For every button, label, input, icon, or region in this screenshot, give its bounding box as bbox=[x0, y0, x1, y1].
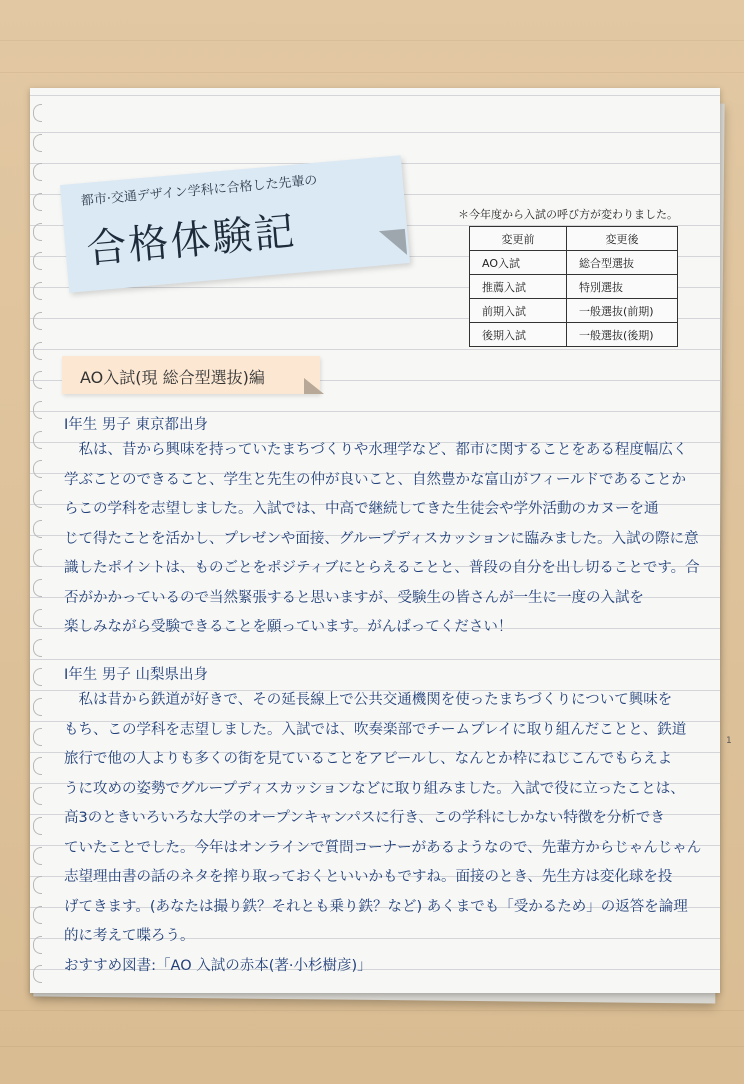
table-cell: 特別選抜 bbox=[567, 275, 678, 299]
spiral-ring bbox=[33, 134, 42, 152]
entry-line: もち、この学科を志望しました。入試では、吹奏楽部でチームプレイに取り組んだことと、鉄道 bbox=[64, 721, 687, 738]
spiral-ring bbox=[33, 936, 42, 954]
table-header-cell: 変更後 bbox=[567, 227, 678, 251]
spiral-ring bbox=[33, 906, 42, 924]
spiral-ring bbox=[33, 460, 42, 478]
page-title: 合格体験記 bbox=[84, 208, 298, 273]
entry-line: げてきます。(あなたは撮り鉄？それとも乗り鉄？など) あくまでも「受かるため」の返答を論理 bbox=[64, 898, 688, 915]
testimonial-entry bbox=[64, 664, 704, 981]
spiral-ring bbox=[33, 876, 42, 894]
spiral-ring bbox=[33, 728, 42, 746]
spiral-ring bbox=[33, 549, 42, 567]
spiral-ring bbox=[33, 787, 42, 805]
spiral-ring bbox=[33, 609, 42, 627]
spiral-ring bbox=[33, 579, 42, 597]
spiral-ring bbox=[33, 163, 42, 181]
entry-line: 識したポイントは、ものごとをポジティブにとらえることと、普段の自分を出し切ることです。合 bbox=[64, 560, 700, 576]
table-cell: 一般選抜(前期) bbox=[567, 299, 678, 323]
spiral-ring bbox=[33, 282, 42, 300]
entry-line: 旅行で他の人よりも多くの街を見ていることをアピールし、なんとか枠にねじこんでもらえよ bbox=[64, 751, 673, 767]
entry-line: 私は、昔から興味を持っていたまちづくりや水理学など、都市に関することをある程度幅広く bbox=[64, 442, 688, 458]
entry-line: うに攻めの姿勢でグループディスカッションなどに取り組みました。入試で役に立ったことは、 bbox=[64, 780, 685, 797]
table-cell: 前期入試 bbox=[470, 299, 567, 323]
table-cell: 後期入試 bbox=[470, 323, 567, 347]
spiral-ring bbox=[33, 223, 42, 241]
testimonial-entry bbox=[64, 414, 704, 643]
entry-line: 学ぶことのできること、学生と先生の仲が良いこと、自然豊かな富山がフィールドであることか bbox=[64, 471, 687, 488]
entry-line: 高3のときいろいろな大学のオープンキャンパスに行き、この学科にしかない特徴を分析でき bbox=[64, 810, 665, 826]
spiral-ring bbox=[33, 520, 42, 538]
spiral-ring bbox=[33, 698, 42, 716]
entry-line: らこの学科を志望しました。入試では、中高で継続してきた生徒会や学外活動のカヌーを通 bbox=[64, 501, 659, 517]
spiral-ring bbox=[33, 431, 42, 449]
spiral-ring bbox=[33, 639, 42, 657]
spiral-ring bbox=[33, 252, 42, 270]
table-cell: AO入試 bbox=[470, 251, 567, 275]
table-cell: 一般選抜(後期) bbox=[567, 323, 678, 347]
spiral-ring bbox=[33, 817, 42, 835]
entry-header: Ⅰ年生 男子 東京都出身 bbox=[64, 417, 208, 433]
spiral-ring bbox=[33, 757, 42, 775]
spiral-ring bbox=[33, 371, 42, 389]
entry-line: おすすめ図書:「AO 入試の赤本(著·小杉樹彦)」 bbox=[64, 957, 372, 974]
table-header-cell: 変更前 bbox=[470, 227, 567, 251]
section-tag-fold bbox=[304, 378, 324, 394]
section-heading: AO入試(現 総合型選抜)編 bbox=[80, 368, 265, 387]
table-cell: 総合型選抜 bbox=[567, 251, 678, 275]
table-row bbox=[470, 275, 678, 299]
entry-line: 否がかかっているので当然緊張すると思いますが、受験生の皆さんが一生に一度の入試を bbox=[64, 589, 644, 606]
spiral-ring bbox=[33, 342, 42, 360]
spiral-ring bbox=[33, 847, 42, 865]
entry-line: 私は昔から鉄道が好きで、その延長線上で公共交通機関を使ったまちづくりについて興味を bbox=[64, 692, 673, 708]
naming-change-note: ＊今年度から入試の呼び方が変わりました。 bbox=[458, 208, 678, 221]
spiral-ring bbox=[33, 312, 42, 330]
entry-line: ていたことでした。今年はオンラインで質問コーナーがあるようなので、先輩方からじゃんじゃん bbox=[64, 839, 702, 856]
table-row bbox=[470, 299, 678, 323]
spiral-ring bbox=[33, 668, 42, 686]
entry-line: 的に考えて喋ろう。 bbox=[64, 928, 195, 944]
entry-line: 志望理由書の話のネタを搾り取っておくといいかもですね。面接のとき、先生方は変化球を投 bbox=[64, 869, 673, 885]
entry-header: Ⅰ年生 男子 山梨県出身 bbox=[64, 667, 208, 683]
title-subtitle: 都市·交通デザイン学科に合格した先輩の bbox=[80, 173, 318, 209]
spiral-ring bbox=[33, 965, 42, 983]
table-row bbox=[470, 251, 678, 275]
spiral-ring bbox=[33, 104, 42, 122]
entry-line: 楽しみながら受験できることを願っています。がんばってください！ bbox=[64, 619, 513, 635]
spiral-ring bbox=[33, 193, 42, 211]
entry-line: じて得たことを活かし、プレゼンや面接、グループディスカッションに臨みました。入試の際に意 bbox=[64, 530, 699, 547]
table-cell: 推薦入試 bbox=[470, 275, 567, 299]
exam-name-table bbox=[469, 226, 678, 347]
table-header-row bbox=[470, 227, 678, 251]
spiral-ring bbox=[33, 401, 42, 419]
page-number: 1 bbox=[726, 736, 732, 746]
spiral-ring bbox=[33, 490, 42, 508]
table-row bbox=[470, 323, 678, 347]
